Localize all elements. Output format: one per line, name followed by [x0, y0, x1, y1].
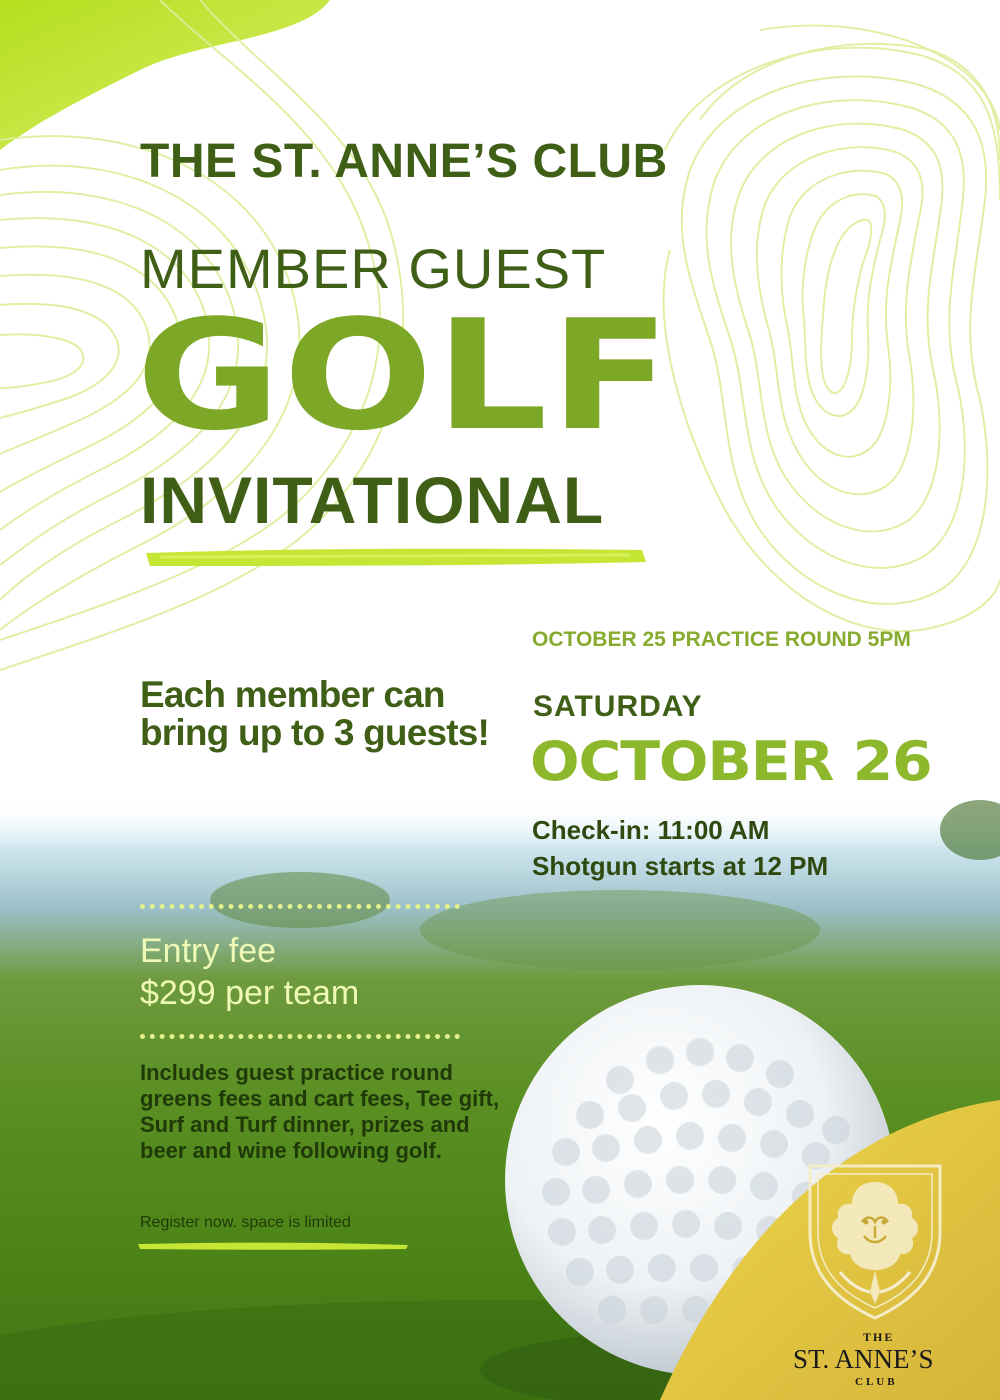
member-guest-heading: MEMBER GUEST: [140, 237, 607, 300]
guests-text: Each member can bring up to 3 guests!: [140, 674, 490, 753]
shotgun-time: Shotgun starts at 12 PM: [532, 851, 829, 881]
logo-club: CLUB: [855, 1376, 898, 1388]
includes-text: Includes guest practice round greens fees and cart fees, Tee gift, Surf and Turf dinner, prizes and beer and wine following golf.: [140, 1060, 500, 1163]
register-text: Register now. space is limited: [140, 1214, 351, 1231]
entry-fee-amount: $299 per team: [140, 974, 360, 1012]
invitational-heading: INVITATIONAL: [140, 463, 605, 537]
event-date: OCTOBER 26: [530, 730, 932, 793]
club-title: THE ST. ANNE’S CLUB: [140, 135, 668, 188]
checkin-time: Check-in: 11:00 AM: [532, 815, 770, 845]
logo-name: ST. ANNE’S: [793, 1344, 934, 1374]
entry-fee: [140, 930, 359, 1014]
lime-corner-shape: [0, 0, 330, 150]
entry-fee-label: Entry fee: [140, 932, 277, 970]
golf-heading: GOLF: [136, 287, 673, 464]
divider-top: [140, 904, 460, 909]
logo-the: THE: [863, 1330, 895, 1344]
register-underline: [138, 1242, 408, 1250]
practice-round-text: OCTOBER 25 PRACTICE ROUND 5PM: [532, 628, 911, 651]
event-times: [532, 812, 828, 884]
event-day: SATURDAY: [533, 690, 703, 723]
divider-bottom: [140, 1034, 460, 1039]
club-crest-icon: [800, 1152, 950, 1322]
